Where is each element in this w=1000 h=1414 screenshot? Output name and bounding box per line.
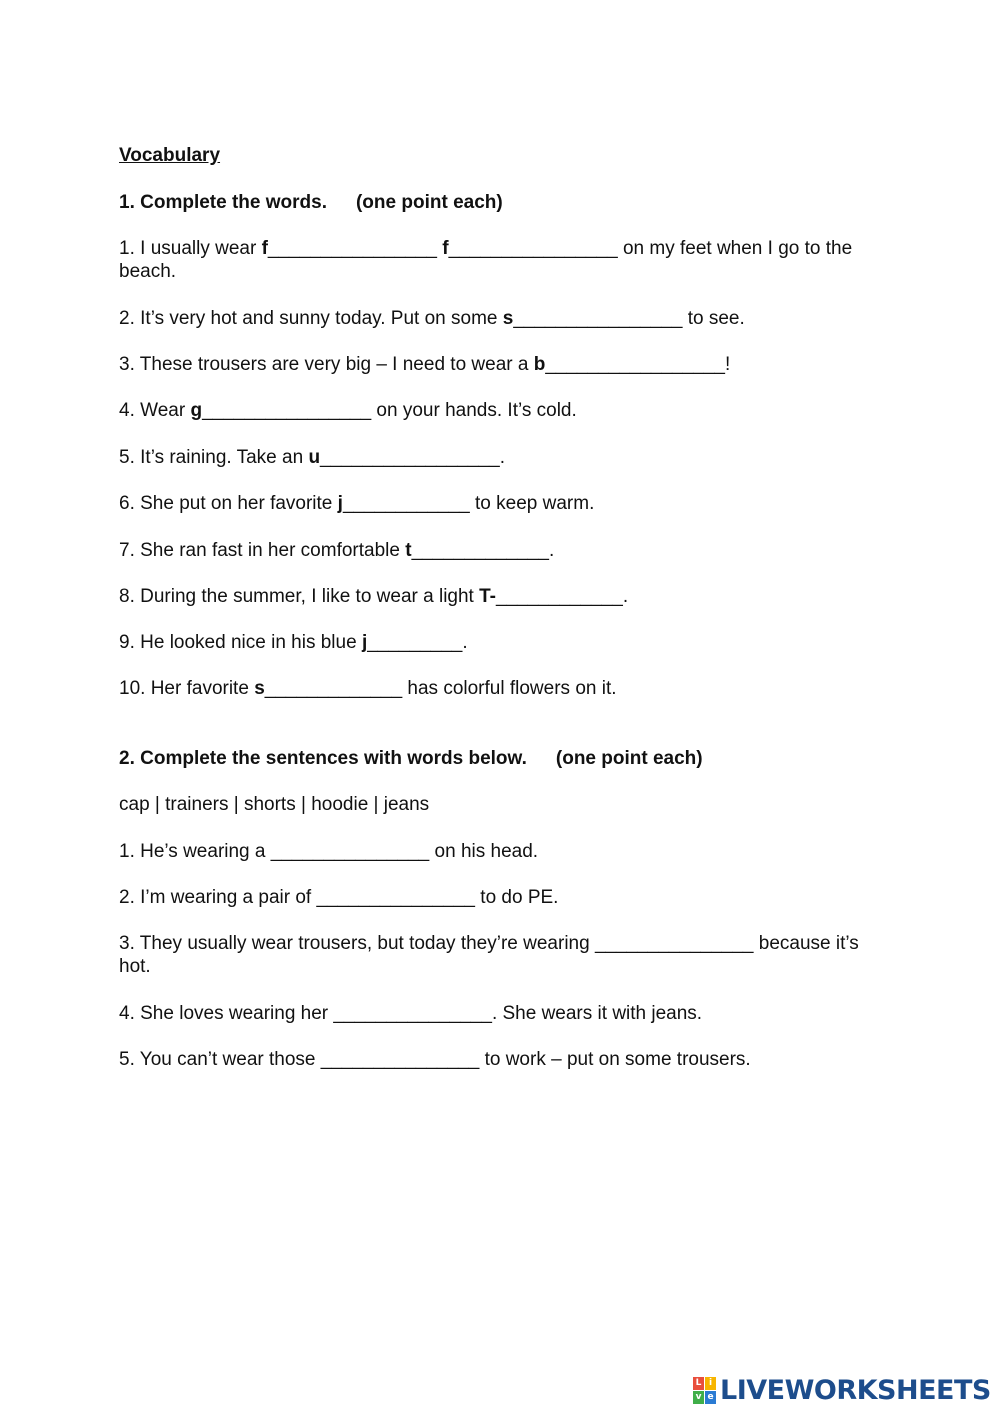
- item-text: You can’t wear those: [134, 1049, 321, 1070]
- item-number: 5.: [119, 1049, 135, 1070]
- answer-blank[interactable]: ________________: [202, 400, 372, 421]
- item-text: He looked nice in his blue: [134, 632, 362, 653]
- s2-item-2: [119, 886, 889, 909]
- item-number: 7.: [119, 540, 135, 561]
- answer-blank[interactable]: _____________: [411, 540, 549, 561]
- item-text: to see.: [682, 308, 745, 329]
- item-text: on my feet when I go to the beach.: [119, 238, 858, 282]
- letter-hint: T-: [479, 586, 497, 607]
- answer-blank[interactable]: _______________: [320, 1049, 480, 1070]
- section-2-heading: [119, 747, 703, 770]
- item-text: I usually wear: [134, 238, 262, 259]
- letter-hint: f: [442, 238, 449, 259]
- s2-item-1: [119, 840, 889, 863]
- answer-blank[interactable]: ____________: [342, 493, 470, 514]
- s2-item-4: [119, 1002, 889, 1025]
- item-text: I’m wearing a pair of: [134, 887, 317, 908]
- answer-blank[interactable]: _______________: [316, 887, 476, 908]
- item-text: She put on her favorite: [134, 493, 338, 514]
- answer-blank[interactable]: ________________: [513, 308, 683, 329]
- letter-hint: j: [361, 632, 368, 653]
- item-text: These trousers are very big – I need to wear a: [134, 354, 534, 375]
- item-text: Her favorite: [145, 678, 255, 699]
- s2-item-3: [119, 932, 889, 978]
- letter-hint: s: [502, 308, 514, 329]
- letter-hint: g: [190, 400, 203, 421]
- item-text: It’s raining. Take an: [134, 447, 309, 468]
- s1-item-9: [119, 631, 889, 654]
- item-number: 3.: [119, 933, 135, 954]
- s1-item-5: [119, 446, 889, 469]
- logo-text: LIVEWORKSHEETS: [720, 1374, 991, 1406]
- answer-blank[interactable]: _________: [367, 632, 463, 653]
- item-text: During the summer, I like to wear a light: [134, 586, 480, 607]
- item-number: 9.: [119, 632, 135, 653]
- item-text: on his head.: [429, 841, 539, 862]
- logo-mark-icon: [693, 1377, 716, 1404]
- item-number: 10.: [119, 678, 146, 699]
- item-text: to do PE.: [475, 887, 559, 908]
- item-text: .: [622, 586, 629, 607]
- letter-hint: t: [405, 540, 412, 561]
- letter-hint: b: [533, 354, 546, 375]
- logo-tile: e: [705, 1391, 716, 1404]
- item-number: 4.: [119, 400, 135, 421]
- section-2-points: (one point each): [555, 748, 703, 769]
- item-number: 1.: [119, 238, 135, 259]
- item-number: 3.: [119, 354, 135, 375]
- item-text: because it’s hot.: [119, 933, 865, 977]
- s1-item-6: [119, 492, 889, 515]
- answer-blank[interactable]: ________________: [448, 238, 618, 259]
- answer-blank[interactable]: _________________: [545, 354, 725, 375]
- word-bank: cap | trainers | shorts | hoodie | jeans: [119, 794, 430, 815]
- liveworksheets-logo: [693, 1374, 991, 1406]
- section-1-points: (one point each): [355, 192, 503, 213]
- s1-item-8: [119, 585, 889, 608]
- item-text: has colorful flowers on it.: [402, 678, 617, 699]
- letter-hint: j: [337, 493, 343, 514]
- answer-blank[interactable]: _________________: [320, 447, 500, 468]
- item-text: It’s very hot and sunny today. Put on some: [134, 308, 503, 329]
- answer-blank[interactable]: _______________: [594, 933, 754, 954]
- item-text: .: [462, 632, 468, 653]
- s1-item-10: [119, 677, 889, 700]
- item-number: 5.: [119, 447, 135, 468]
- page-title: Vocabulary: [119, 145, 221, 166]
- item-text: Wear: [134, 400, 191, 421]
- s1-item-4: [119, 399, 889, 422]
- item-text: She ran fast in her comfortable: [134, 540, 406, 561]
- answer-blank[interactable]: _______________: [333, 1003, 492, 1024]
- s1-item-7: [119, 539, 889, 562]
- item-text: to work – put on some trousers.: [479, 1049, 751, 1070]
- item-number: 8.: [119, 586, 135, 607]
- item-text: He’s wearing a: [134, 841, 271, 862]
- s1-item-2: [119, 307, 889, 330]
- item-text: .: [548, 540, 555, 561]
- s1-item-3: [119, 353, 889, 376]
- item-number: 4.: [119, 1003, 135, 1024]
- s1-item-1: [119, 237, 889, 283]
- answer-blank[interactable]: ________________: [267, 238, 437, 259]
- letter-hint: s: [254, 678, 265, 699]
- item-text: on your hands. It’s cold.: [371, 400, 577, 421]
- logo-tile: v: [693, 1391, 704, 1404]
- s2-item-5: [119, 1048, 889, 1071]
- item-number: 2.: [119, 308, 135, 329]
- section-1-title: 1. Complete the words.: [119, 192, 327, 213]
- item-text: They usually wear trousers, but today they’re wearing: [134, 933, 595, 954]
- logo-tile: i: [705, 1377, 716, 1390]
- item-number: 1.: [119, 841, 135, 862]
- item-text: to keep warm.: [469, 493, 595, 514]
- section-1-heading: [119, 191, 503, 214]
- item-number: 6.: [119, 493, 135, 514]
- section-2-title: 2. Complete the sentences with words below.: [119, 748, 527, 769]
- answer-blank[interactable]: _______________: [270, 841, 430, 862]
- item-number: 2.: [119, 887, 135, 908]
- letter-hint: u: [308, 447, 321, 468]
- logo-tile: L: [693, 1377, 704, 1390]
- answer-blank[interactable]: ____________: [496, 586, 623, 607]
- item-text: . She wears it with jeans.: [491, 1003, 703, 1024]
- item-text: .: [499, 447, 505, 468]
- item-text: !: [724, 354, 731, 375]
- letter-hint: f: [261, 238, 268, 259]
- answer-blank[interactable]: _____________: [264, 678, 403, 699]
- item-text: She loves wearing her: [134, 1003, 334, 1024]
